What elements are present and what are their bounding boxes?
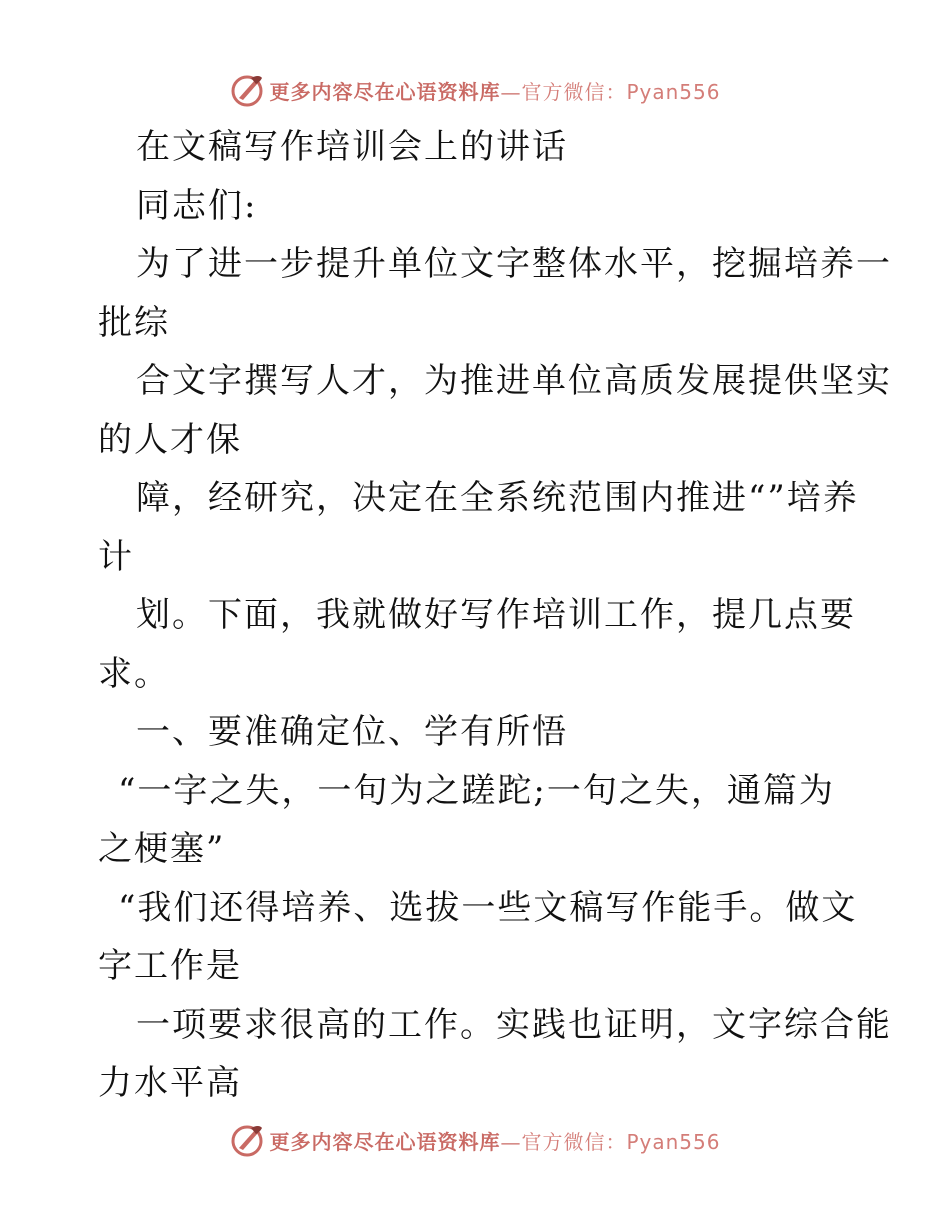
text-line: 批综 [98, 302, 170, 343]
quote-line: 之梗塞” [98, 829, 226, 869]
quote-line: “一字之失，一句为之蹉跎;一句之失，通篇为 [118, 770, 835, 811]
text-line: 划。下面，我就做好写作培训工作，提几点要 [136, 595, 856, 635]
text-line: 一项要求很高的工作。实践也证明，文字综合能 [136, 1004, 892, 1045]
text-line: 为了进一步提升单位文字整体水平，挖掘培养一 [136, 244, 892, 284]
text-line: 求。 [98, 653, 170, 694]
banner-wechat: 官方微信：Pyan556 [521, 79, 721, 104]
text-line: 合文字撰写人才，为推进单位高质发展提供坚实 [136, 361, 892, 401]
document-body [98, 118, 892, 1113]
text-line: 计 [98, 536, 134, 577]
banner-wechat: 官方微信：Pyan556 [521, 1129, 721, 1154]
banner-title: 更多内容尽在心语资料库 [269, 1129, 501, 1154]
text-line: 障，经研究，决定在全系统范围内推进“”培养 [136, 478, 859, 518]
salutation: 同志们: [136, 185, 258, 226]
document-title: 在文稿写作培训会上的讲话 [136, 127, 568, 167]
text-line: 字工作是 [98, 946, 242, 986]
text-line: 力水平高 [98, 1063, 242, 1103]
quill-pen-logo-icon [229, 1122, 265, 1158]
banner-separator: — [500, 79, 522, 104]
banner-separator: — [500, 1129, 522, 1154]
quill-pen-logo-icon [229, 72, 265, 108]
text-line: 的人才保 [98, 419, 242, 460]
quote-line: “我们还得培养、选拔一些文稿写作能手。做文 [118, 887, 858, 928]
section-heading: 一、要准确定位、学有所悟 [136, 712, 568, 752]
footer-banner [0, 1120, 950, 1160]
header-banner [0, 70, 950, 110]
banner-title: 更多内容尽在心语资料库 [269, 79, 501, 104]
